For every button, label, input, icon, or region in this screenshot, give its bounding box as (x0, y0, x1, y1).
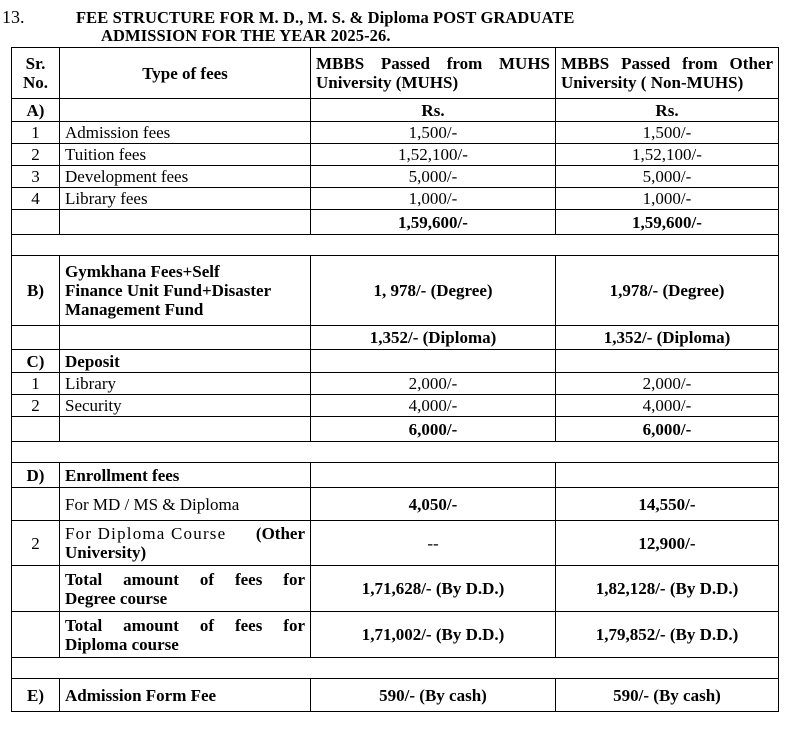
empty-cell (12, 488, 60, 521)
spacer-row (12, 235, 779, 256)
fee-structure-table (11, 47, 779, 712)
empty-cell (556, 463, 779, 488)
page-title-line2: ADMISSION FOR THE YEAR 2025-26. (101, 26, 391, 45)
section-e-other: 590/- (By cash) (556, 679, 779, 712)
empty-cell (556, 350, 779, 373)
section-b-type-line1: Gymkhana Fees+Self (65, 262, 220, 281)
degree-total-line2: Degree course (65, 588, 168, 608)
other-amount-cell: 1,000/- (556, 188, 779, 210)
type-of-fees-header: Type of fees (60, 48, 311, 99)
degree-total-label (60, 566, 311, 612)
section-b-row (12, 256, 779, 326)
table-row (12, 395, 779, 417)
muhs-amount-cell: 2,000/- (311, 373, 556, 395)
section-b-type-cell (60, 256, 311, 326)
other-amount-cell: 14,550/- (556, 488, 779, 521)
section-a-title-cell (60, 99, 311, 122)
other-header (556, 48, 779, 99)
fee-type-cell: For MD / MS & Diploma (60, 488, 311, 521)
section-c-total-row (12, 417, 779, 442)
diploma-total-line1: Total amount of fees for (65, 615, 305, 635)
empty-cell (12, 612, 60, 658)
section-c-title: Deposit (60, 350, 311, 373)
spacer-cell (12, 442, 779, 463)
spacer-cell (12, 658, 779, 679)
other-header-line2: University ( Non-MUHS) (561, 73, 744, 92)
other-amount-cell: 1,52,100/- (556, 144, 779, 166)
section-d-title: Enrollment fees (60, 463, 311, 488)
degree-total-muhs: 1,71,628/- (By D.D.) (311, 566, 556, 612)
fee-type-cell (60, 521, 311, 566)
section-a-total-muhs: 1,59,600/- (311, 210, 556, 235)
section-a-currency-other: Rs. (556, 99, 779, 122)
table-row (12, 166, 779, 188)
fee-type-cell: Security (60, 395, 311, 417)
other-amount-cell: 5,000/- (556, 166, 779, 188)
other-amount-cell: 4,000/- (556, 395, 779, 417)
section-c-total-muhs: 6,000/- (311, 417, 556, 442)
table-row (12, 122, 779, 144)
sr-cell: 2 (12, 521, 60, 566)
spacer-row (12, 658, 779, 679)
table-row (12, 144, 779, 166)
other-amount-cell: 2,000/- (556, 373, 779, 395)
empty-cell (12, 210, 60, 235)
empty-cell (60, 210, 311, 235)
sr-no-header-line2: No. (22, 73, 49, 92)
section-b-diploma-muhs: 1,352/- (Diploma) (311, 326, 556, 350)
other-amount-cell: 1,500/- (556, 122, 779, 144)
page-title-line1: FEE STRUCTURE FOR M. D., M. S. & Diploma POST GRADUATE (76, 8, 575, 27)
empty-cell (12, 326, 60, 350)
diploma-total-other: 1,79,852/- (By D.D.) (556, 612, 779, 658)
diploma-total-line2: Diploma course (65, 634, 179, 654)
sr-cell: 1 (12, 373, 60, 395)
diploma-total-row (12, 612, 779, 658)
section-c-label: C) (12, 350, 60, 373)
other-amount-cell: 12,900/- (556, 521, 779, 566)
diploma-course-text: For Diploma Course (65, 524, 227, 543)
table-header-row (12, 48, 779, 99)
sr-cell: 2 (12, 395, 60, 417)
empty-cell (12, 417, 60, 442)
sr-no-header (12, 48, 60, 99)
section-d-label: D) (12, 463, 60, 488)
table-row (12, 488, 779, 521)
section-number: 13. (2, 7, 25, 27)
other-university-text: (Other (255, 524, 305, 543)
degree-total-row (12, 566, 779, 612)
section-a-row (12, 99, 779, 122)
fee-type-cell: Development fees (60, 166, 311, 188)
diploma-total-muhs: 1,71,002/- (By D.D.) (311, 612, 556, 658)
section-c-row (12, 350, 779, 373)
empty-cell (60, 326, 311, 350)
section-a-total-other: 1,59,600/- (556, 210, 779, 235)
spacer-row (12, 442, 779, 463)
sr-cell: 3 (12, 166, 60, 188)
table-row (12, 521, 779, 566)
degree-total-other: 1,82,128/- (By D.D.) (556, 566, 779, 612)
table-row (12, 188, 779, 210)
fee-type-cell: Tuition fees (60, 144, 311, 166)
section-b-diploma-row (12, 326, 779, 350)
muhs-header-line1: MBBS Passed from MUHS (316, 54, 550, 73)
diploma-course-line2: University) (65, 543, 147, 562)
section-b-type-line3: Management Fund (65, 300, 204, 319)
section-e-label: E) (12, 679, 60, 712)
other-header-line1: MBBS Passed from Other (561, 54, 773, 73)
section-a-label: A) (12, 99, 60, 122)
table-row (12, 373, 779, 395)
section-a-currency-muhs: Rs. (311, 99, 556, 122)
fee-type-cell: Library (60, 373, 311, 395)
section-c-total-other: 6,000/- (556, 417, 779, 442)
muhs-header-line2: University (MUHS) (316, 73, 459, 92)
muhs-header (311, 48, 556, 99)
muhs-amount-cell: 1,500/- (311, 122, 556, 144)
section-e-title: Admission Form Fee (60, 679, 311, 712)
section-e-row (12, 679, 779, 712)
sr-cell: 4 (12, 188, 60, 210)
empty-cell (311, 463, 556, 488)
section-b-diploma-other: 1,352/- (Diploma) (556, 326, 779, 350)
empty-cell (12, 566, 60, 612)
section-b-degree-muhs: 1, 978/- (Degree) (311, 256, 556, 326)
muhs-amount-cell: 5,000/- (311, 166, 556, 188)
section-b-type-line2: Finance Unit Fund+Disaster (65, 281, 272, 300)
section-d-row (12, 463, 779, 488)
diploma-total-label (60, 612, 311, 658)
spacer-cell (12, 235, 779, 256)
degree-total-line1: Total amount of fees for (65, 569, 305, 589)
fee-type-cell: Library fees (60, 188, 311, 210)
muhs-amount-cell: -- (311, 521, 556, 566)
section-a-total-row (12, 210, 779, 235)
sr-cell: 2 (12, 144, 60, 166)
section-b-degree-other: 1,978/- (Degree) (556, 256, 779, 326)
empty-cell (311, 350, 556, 373)
empty-cell (60, 417, 311, 442)
section-e-muhs: 590/- (By cash) (311, 679, 556, 712)
sr-no-header-line1: Sr. (25, 54, 46, 73)
muhs-amount-cell: 4,050/- (311, 488, 556, 521)
muhs-amount-cell: 1,52,100/- (311, 144, 556, 166)
muhs-amount-cell: 1,000/- (311, 188, 556, 210)
section-b-label: B) (12, 256, 60, 326)
fee-type-cell: Admission fees (60, 122, 311, 144)
diploma-course-line1 (65, 524, 305, 543)
muhs-amount-cell: 4,000/- (311, 395, 556, 417)
sr-cell: 1 (12, 122, 60, 144)
